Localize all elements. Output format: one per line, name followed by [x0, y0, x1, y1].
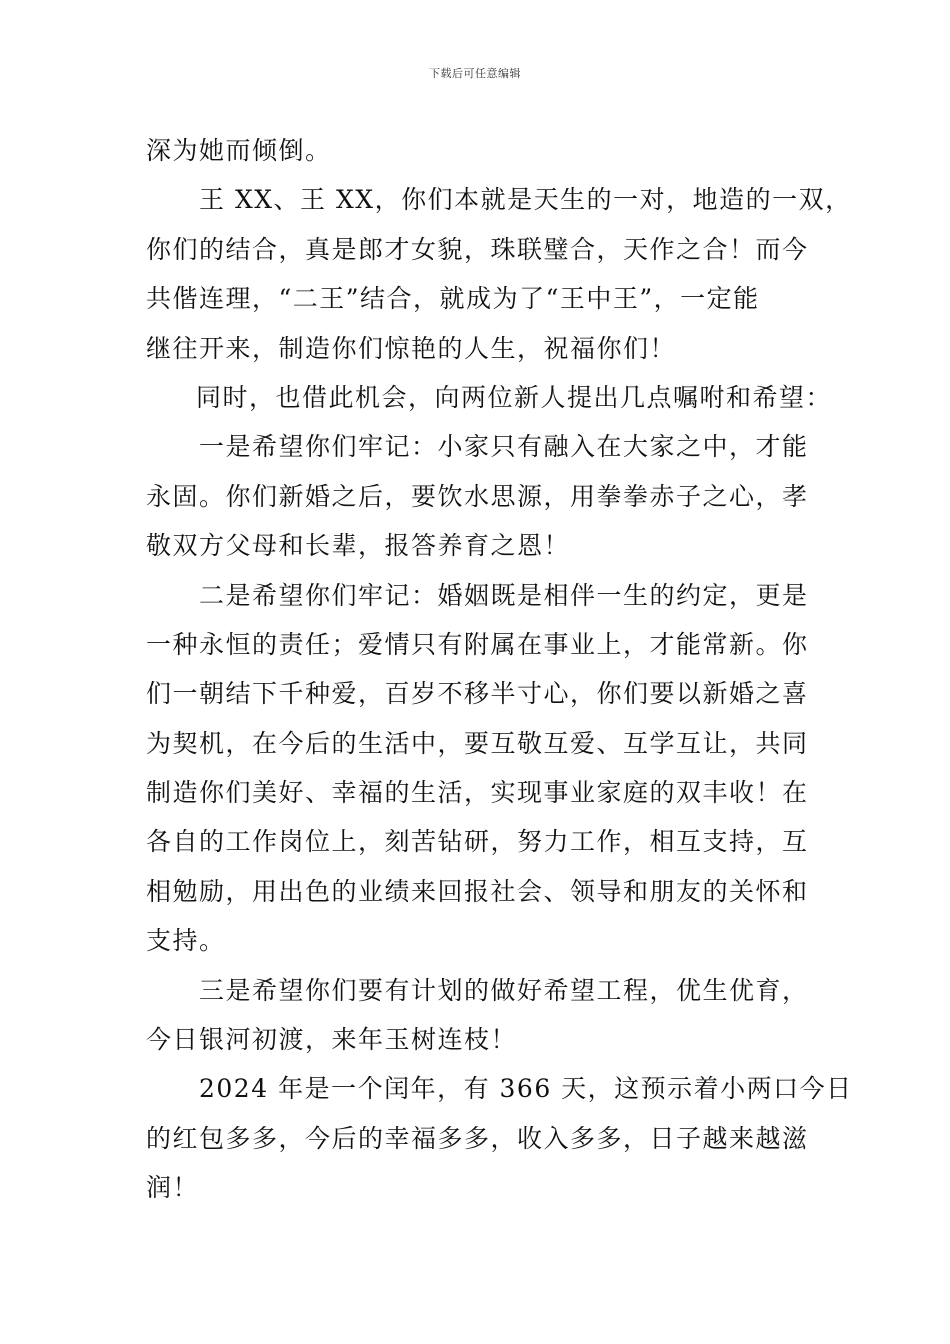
page-header: 下载后可任意编辑 — [429, 67, 521, 80]
paragraph-line: 们一朝结下千种爱，百岁不移半寸心，你们要以新婚之喜 — [146, 679, 809, 709]
paragraph-line: 一是希望你们牢记：小家只有融入在大家之中，才能 — [199, 432, 809, 462]
paragraph-line: 支持。 — [146, 926, 226, 956]
paragraph-line: 同时，也借此机会，向两位新人提出几点嘱咐和希望： — [196, 382, 833, 412]
paragraph-line: 永固。你们新婚之后，要饮水思源，用拳拳赤子之心，孝 — [146, 481, 809, 511]
paragraph-line: 二是希望你们牢记：婚姻既是相伴一生的约定，更是 — [199, 580, 809, 610]
paragraph-line: 今日银河初渡，来年玉树连枝！ — [146, 1025, 518, 1055]
paragraph-line: 制造你们美好、幸福的生活，实现事业家庭的双丰收！在 — [146, 778, 809, 808]
paragraph-line: 为契机，在今后的生活中，要互敬互爱、互学互让，共同 — [146, 728, 809, 758]
document-body — [146, 126, 853, 1213]
paragraph-line: 2024 年是一个闰年，有 366 天，这预示着小两口今日 — [199, 1074, 853, 1104]
paragraph-line: 润！ — [146, 1173, 200, 1203]
paragraph-line: 相勉励，用出色的业绩来回报社会、领导和朋友的关怀和 — [146, 876, 809, 906]
paragraph-line: 敬双方父母和长辈，报答养育之恩！ — [146, 531, 571, 561]
paragraph-line: 共偕连理，“二王”结合，就成为了“王中王”，一定能 — [146, 284, 760, 314]
paragraph-line: 继往开来，制造你们惊艳的人生，祝福你们！ — [146, 333, 677, 363]
paragraph-line: 你们的结合，真是郎才女貌，珠联璧合，天作之合！而今 — [146, 234, 809, 264]
paragraph-line: 的红包多多，今后的幸福多多，收入多多，日子越来越滋 — [146, 1123, 809, 1153]
paragraph-line: 三是希望你们要有计划的做好希望工程，优生优育， — [199, 975, 809, 1005]
paragraph-line: 各自的工作岗位上，刻苦钻研，努力工作，相互支持，互 — [146, 827, 809, 857]
paragraph-line: 一种永恒的责任；爱情只有附属在事业上，才能常新。你 — [146, 629, 809, 659]
paragraph-line: 王 XX、王 XX，你们本就是天生的一对，地造的一双， — [199, 185, 852, 215]
paragraph-line: 深为她而倾倒。 — [146, 136, 332, 165]
